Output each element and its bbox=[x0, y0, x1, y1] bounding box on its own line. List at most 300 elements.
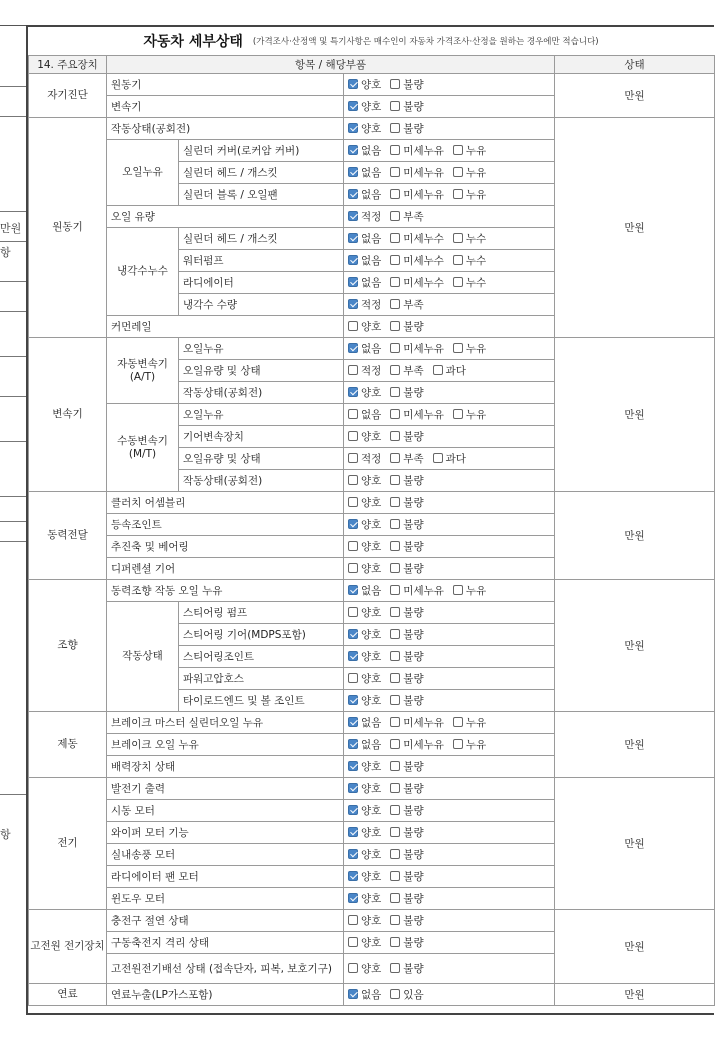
status-option[interactable] bbox=[390, 891, 423, 906]
part-cell: 타이로드엔드 및 볼 조인트 bbox=[179, 690, 344, 712]
status-option-label: 불량 bbox=[403, 650, 424, 663]
status-option[interactable] bbox=[390, 847, 423, 862]
status-cell bbox=[344, 404, 555, 426]
table-row bbox=[29, 778, 715, 800]
status-option[interactable] bbox=[453, 253, 486, 268]
checkbox-icon[interactable] bbox=[348, 475, 358, 485]
part-cell: 스티어링조인트 bbox=[179, 646, 344, 668]
subgroup-cell: 냉각수누수 bbox=[107, 228, 179, 316]
checkbox-icon[interactable] bbox=[390, 915, 400, 925]
part-cell: 기어변속장치 bbox=[179, 426, 344, 448]
checkbox-icon[interactable] bbox=[390, 431, 400, 441]
status-option[interactable] bbox=[390, 495, 423, 510]
status-option-label: 부족 bbox=[403, 298, 424, 311]
status-option[interactable] bbox=[348, 143, 381, 158]
status-cell bbox=[344, 984, 555, 1006]
part-cell: 오일누유 bbox=[179, 404, 344, 426]
status-option[interactable] bbox=[348, 605, 381, 620]
status-option[interactable] bbox=[390, 803, 423, 818]
part-cell: 실린더 블록 / 오일팬 bbox=[179, 184, 344, 206]
status-option-label: 미세누수 bbox=[403, 232, 444, 245]
status-cell bbox=[344, 954, 555, 984]
strip-divider bbox=[0, 441, 26, 442]
status-option[interactable] bbox=[390, 319, 423, 334]
status-option[interactable] bbox=[348, 77, 381, 92]
checked-checkbox-icon[interactable] bbox=[348, 519, 358, 529]
part-cell: 오일유량 및 상태 bbox=[179, 360, 344, 382]
checkbox-icon[interactable] bbox=[348, 937, 358, 947]
checked-checkbox-icon[interactable] bbox=[348, 827, 358, 837]
checked-checkbox-icon[interactable] bbox=[348, 739, 358, 749]
status-option[interactable] bbox=[390, 539, 423, 554]
status-option-label: 불량 bbox=[403, 386, 424, 399]
status-option[interactable] bbox=[453, 341, 486, 356]
status-option[interactable] bbox=[453, 407, 486, 422]
checkbox-icon[interactable] bbox=[453, 585, 463, 595]
strip-divider bbox=[0, 794, 26, 795]
checked-checkbox-icon[interactable] bbox=[348, 717, 358, 727]
status-option[interactable] bbox=[348, 407, 381, 422]
strip-divider bbox=[0, 356, 26, 357]
checkbox-icon[interactable] bbox=[390, 409, 400, 419]
status-cell bbox=[344, 690, 555, 712]
status-option[interactable] bbox=[433, 363, 466, 378]
checkbox-icon[interactable] bbox=[453, 717, 463, 727]
status-option[interactable] bbox=[348, 583, 381, 598]
status-option-label: 양호 bbox=[361, 892, 382, 905]
part-cell: 브레이크 마스터 실린더오일 누유 bbox=[107, 712, 344, 734]
status-option-label: 양호 bbox=[361, 628, 382, 641]
status-option-label: 양호 bbox=[361, 962, 382, 975]
checked-checkbox-icon[interactable] bbox=[348, 299, 358, 309]
price-cell[interactable]: 만원 bbox=[555, 492, 715, 580]
device-cell: 동력전달 bbox=[29, 492, 107, 580]
status-option[interactable] bbox=[390, 781, 423, 796]
status-option[interactable] bbox=[348, 627, 381, 642]
status-option[interactable] bbox=[390, 715, 444, 730]
checkbox-icon[interactable] bbox=[390, 585, 400, 595]
checkbox-icon[interactable] bbox=[390, 937, 400, 947]
status-option-label: 불량 bbox=[403, 474, 424, 487]
checkbox-icon[interactable] bbox=[453, 739, 463, 749]
status-option-label: 없음 bbox=[361, 188, 382, 201]
checked-checkbox-icon[interactable] bbox=[348, 145, 358, 155]
strip-divider bbox=[0, 116, 26, 117]
checkbox-icon[interactable] bbox=[390, 321, 400, 331]
status-option-label: 불량 bbox=[403, 628, 424, 641]
checkbox-icon[interactable] bbox=[390, 453, 400, 463]
checkbox-icon[interactable] bbox=[390, 145, 400, 155]
status-option[interactable] bbox=[390, 231, 444, 246]
checkbox-icon[interactable] bbox=[390, 255, 400, 265]
status-option[interactable] bbox=[390, 407, 444, 422]
status-option[interactable] bbox=[390, 561, 423, 576]
checked-checkbox-icon[interactable] bbox=[348, 849, 358, 859]
device-cell: 자기진단 bbox=[29, 74, 107, 118]
status-option-label: 양호 bbox=[361, 320, 382, 333]
device-cell: 조향 bbox=[29, 580, 107, 712]
checkbox-icon[interactable] bbox=[453, 343, 463, 353]
checkbox-icon[interactable] bbox=[390, 629, 400, 639]
checkbox-icon[interactable] bbox=[348, 321, 358, 331]
strip-text: 항 bbox=[0, 246, 11, 259]
status-option-label: 불량 bbox=[403, 496, 424, 509]
checked-checkbox-icon[interactable] bbox=[348, 123, 358, 133]
checked-checkbox-icon[interactable] bbox=[348, 387, 358, 397]
device-cell: 원동기 bbox=[29, 118, 107, 338]
status-option[interactable] bbox=[348, 561, 381, 576]
status-option[interactable] bbox=[348, 363, 381, 378]
header-item: 항목 / 해당부품 bbox=[107, 56, 555, 74]
checked-checkbox-icon[interactable] bbox=[348, 805, 358, 815]
status-option[interactable] bbox=[453, 231, 486, 246]
checkbox-icon[interactable] bbox=[453, 167, 463, 177]
status-option[interactable] bbox=[348, 473, 381, 488]
checked-checkbox-icon[interactable] bbox=[348, 167, 358, 177]
status-option[interactable] bbox=[348, 987, 381, 1002]
status-cell bbox=[344, 514, 555, 536]
checked-checkbox-icon[interactable] bbox=[348, 783, 358, 793]
checkbox-icon[interactable] bbox=[390, 783, 400, 793]
status-option-label: 양호 bbox=[361, 914, 382, 927]
table-row bbox=[29, 338, 715, 360]
status-option-label: 양호 bbox=[361, 804, 382, 817]
status-option[interactable] bbox=[348, 429, 381, 444]
status-option[interactable] bbox=[390, 363, 423, 378]
status-option[interactable] bbox=[348, 517, 381, 532]
checkbox-icon[interactable] bbox=[390, 651, 400, 661]
status-option[interactable] bbox=[348, 693, 381, 708]
status-option-label: 없음 bbox=[361, 738, 382, 751]
checkbox-icon[interactable] bbox=[348, 453, 358, 463]
checkbox-icon[interactable] bbox=[390, 211, 400, 221]
checkbox-icon[interactable] bbox=[390, 739, 400, 749]
checkbox-icon[interactable] bbox=[348, 431, 358, 441]
checkbox-icon[interactable] bbox=[390, 541, 400, 551]
table-row bbox=[29, 118, 715, 140]
status-option[interactable] bbox=[390, 583, 444, 598]
checkbox-icon[interactable] bbox=[390, 563, 400, 573]
checkbox-icon[interactable] bbox=[453, 277, 463, 287]
checked-checkbox-icon[interactable] bbox=[348, 651, 358, 661]
status-cell bbox=[344, 250, 555, 272]
part-cell: 원동기 bbox=[107, 74, 344, 96]
checkbox-icon[interactable] bbox=[390, 893, 400, 903]
checked-checkbox-icon[interactable] bbox=[348, 893, 358, 903]
status-option-label: 양호 bbox=[361, 562, 382, 575]
status-option[interactable] bbox=[390, 649, 423, 664]
checkbox-icon[interactable] bbox=[348, 365, 358, 375]
status-option[interactable] bbox=[348, 231, 381, 246]
status-option-label: 양호 bbox=[361, 936, 382, 949]
status-option[interactable] bbox=[390, 121, 423, 136]
checked-checkbox-icon[interactable] bbox=[348, 629, 358, 639]
checkbox-icon[interactable] bbox=[390, 497, 400, 507]
status-option-label: 양호 bbox=[361, 100, 382, 113]
status-option[interactable] bbox=[348, 253, 381, 268]
checked-checkbox-icon[interactable] bbox=[348, 189, 358, 199]
checkbox-icon[interactable] bbox=[390, 989, 400, 999]
status-cell bbox=[344, 184, 555, 206]
status-option[interactable] bbox=[390, 451, 423, 466]
status-option[interactable] bbox=[348, 737, 381, 752]
status-option-label: 불량 bbox=[403, 672, 424, 685]
part-cell: 고전원전기배선 상태 (접속단자, 피복, 보호기구) bbox=[107, 954, 344, 984]
table-row bbox=[29, 492, 715, 514]
status-option[interactable] bbox=[390, 143, 444, 158]
part-cell: 작동상태(공회전) bbox=[179, 470, 344, 492]
status-option[interactable] bbox=[453, 187, 486, 202]
status-option[interactable] bbox=[390, 825, 423, 840]
status-option[interactable] bbox=[453, 715, 486, 730]
status-option[interactable] bbox=[390, 737, 444, 752]
status-cell bbox=[344, 866, 555, 888]
status-option-label: 양호 bbox=[361, 122, 382, 135]
checked-checkbox-icon[interactable] bbox=[348, 79, 358, 89]
checkbox-icon[interactable] bbox=[348, 915, 358, 925]
checked-checkbox-icon[interactable] bbox=[348, 585, 358, 595]
status-option[interactable] bbox=[390, 187, 444, 202]
checkbox-icon[interactable] bbox=[390, 717, 400, 727]
status-option[interactable] bbox=[390, 385, 423, 400]
status-option[interactable] bbox=[390, 987, 423, 1002]
status-option[interactable] bbox=[390, 671, 423, 686]
part-cell: 라디에이터 bbox=[179, 272, 344, 294]
checkbox-icon[interactable] bbox=[453, 409, 463, 419]
status-cell bbox=[344, 272, 555, 294]
status-option[interactable] bbox=[390, 253, 444, 268]
status-option-label: 불량 bbox=[403, 694, 424, 707]
status-option[interactable] bbox=[390, 209, 423, 224]
part-cell: 와이퍼 모터 기능 bbox=[107, 822, 344, 844]
checkbox-icon[interactable] bbox=[390, 849, 400, 859]
checkbox-icon[interactable] bbox=[348, 563, 358, 573]
checkbox-icon[interactable] bbox=[390, 695, 400, 705]
strip-text: 항 bbox=[0, 828, 11, 841]
part-cell: 스티어링 펌프 bbox=[179, 602, 344, 624]
checkbox-icon[interactable] bbox=[390, 189, 400, 199]
price-cell[interactable]: 만원 bbox=[555, 984, 715, 1006]
status-cell bbox=[344, 734, 555, 756]
status-option[interactable] bbox=[390, 341, 444, 356]
checkbox-icon[interactable] bbox=[453, 189, 463, 199]
price-cell[interactable]: 만원 bbox=[555, 580, 715, 712]
checked-checkbox-icon[interactable] bbox=[348, 343, 358, 353]
price-cell[interactable]: 만원 bbox=[555, 712, 715, 778]
header-status: 상태 bbox=[555, 56, 715, 74]
status-option[interactable] bbox=[348, 539, 381, 554]
status-option-label: 누수 bbox=[465, 276, 487, 289]
status-cell bbox=[344, 778, 555, 800]
checkbox-icon[interactable] bbox=[433, 365, 443, 375]
status-option[interactable] bbox=[348, 759, 381, 774]
status-cell bbox=[344, 536, 555, 558]
status-option[interactable] bbox=[453, 165, 486, 180]
checkbox-icon[interactable] bbox=[390, 123, 400, 133]
status-option[interactable] bbox=[348, 913, 381, 928]
status-option[interactable] bbox=[390, 627, 423, 642]
status-option[interactable] bbox=[390, 961, 423, 976]
status-option[interactable] bbox=[348, 869, 381, 884]
status-option[interactable] bbox=[390, 297, 423, 312]
checkbox-icon[interactable] bbox=[348, 673, 358, 683]
status-option[interactable] bbox=[348, 385, 381, 400]
status-option[interactable] bbox=[348, 341, 381, 356]
status-option[interactable] bbox=[390, 913, 423, 928]
status-option[interactable] bbox=[390, 77, 423, 92]
status-option-label: 없음 bbox=[361, 166, 382, 179]
status-option-label: 없음 bbox=[361, 254, 382, 267]
checked-checkbox-icon[interactable] bbox=[348, 101, 358, 111]
price-cell[interactable]: 만원 bbox=[555, 338, 715, 492]
checkbox-icon[interactable] bbox=[453, 145, 463, 155]
checkbox-icon[interactable] bbox=[390, 101, 400, 111]
checkbox-icon[interactable] bbox=[453, 233, 463, 243]
status-option[interactable] bbox=[390, 935, 423, 950]
price-cell[interactable]: 만원 bbox=[555, 910, 715, 984]
device-cell: 제동 bbox=[29, 712, 107, 778]
status-option[interactable] bbox=[348, 187, 381, 202]
status-option[interactable] bbox=[348, 165, 381, 180]
status-option[interactable] bbox=[390, 605, 423, 620]
checkbox-icon[interactable] bbox=[390, 365, 400, 375]
status-option[interactable] bbox=[348, 961, 381, 976]
status-option[interactable] bbox=[348, 99, 381, 114]
checkbox-icon[interactable] bbox=[348, 409, 358, 419]
status-option[interactable] bbox=[390, 429, 423, 444]
checked-checkbox-icon[interactable] bbox=[348, 233, 358, 243]
status-option[interactable] bbox=[453, 583, 486, 598]
status-option-label: 미세누유 bbox=[403, 342, 444, 355]
checkbox-icon[interactable] bbox=[453, 255, 463, 265]
checked-checkbox-icon[interactable] bbox=[348, 761, 358, 771]
part-cell: 추진축 및 베어링 bbox=[107, 536, 344, 558]
price-cell[interactable]: 만원 bbox=[555, 118, 715, 338]
checkbox-icon[interactable] bbox=[348, 497, 358, 507]
status-option[interactable] bbox=[453, 737, 486, 752]
checkbox-icon[interactable] bbox=[348, 607, 358, 617]
status-option[interactable] bbox=[348, 275, 381, 290]
checkbox-icon[interactable] bbox=[433, 453, 443, 463]
price-cell[interactable]: 만원 bbox=[555, 778, 715, 910]
status-option[interactable] bbox=[348, 319, 381, 334]
status-option-label: 미세누유 bbox=[403, 166, 444, 179]
part-cell: 실내송풍 모터 bbox=[107, 844, 344, 866]
status-cell bbox=[344, 844, 555, 866]
status-option-label: 미세누유 bbox=[403, 584, 444, 597]
status-option[interactable] bbox=[390, 165, 444, 180]
status-option[interactable] bbox=[390, 759, 423, 774]
price-cell[interactable]: 만원 bbox=[555, 74, 715, 118]
checkbox-icon[interactable] bbox=[390, 475, 400, 485]
checked-checkbox-icon[interactable] bbox=[348, 255, 358, 265]
checked-checkbox-icon[interactable] bbox=[348, 211, 358, 221]
status-option-label: 누유 bbox=[465, 166, 487, 179]
checkbox-icon[interactable] bbox=[390, 343, 400, 353]
part-cell: 시동 모터 bbox=[107, 800, 344, 822]
part-cell: 등속조인트 bbox=[107, 514, 344, 536]
status-option-label: 미세누유 bbox=[403, 716, 444, 729]
status-option[interactable] bbox=[390, 693, 423, 708]
status-option-label: 미세누유 bbox=[403, 188, 444, 201]
status-option-label: 없음 bbox=[361, 232, 382, 245]
checkbox-icon[interactable] bbox=[390, 607, 400, 617]
status-option-label: 불량 bbox=[403, 804, 424, 817]
status-option-label: 누수 bbox=[465, 254, 487, 267]
checked-checkbox-icon[interactable] bbox=[348, 989, 358, 999]
checked-checkbox-icon[interactable] bbox=[348, 695, 358, 705]
status-option[interactable] bbox=[348, 451, 381, 466]
checked-checkbox-icon[interactable] bbox=[348, 277, 358, 287]
status-option[interactable] bbox=[453, 275, 486, 290]
checkbox-icon[interactable] bbox=[390, 233, 400, 243]
status-option-label: 없음 bbox=[361, 408, 382, 421]
status-option[interactable] bbox=[348, 209, 381, 224]
status-option[interactable] bbox=[348, 891, 381, 906]
status-option-label: 부족 bbox=[403, 210, 424, 223]
status-option-label: 적정 bbox=[361, 210, 382, 223]
checkbox-icon[interactable] bbox=[390, 871, 400, 881]
status-option-label: 양호 bbox=[361, 518, 382, 531]
status-option[interactable] bbox=[390, 473, 423, 488]
status-option[interactable] bbox=[390, 517, 423, 532]
status-option[interactable] bbox=[433, 451, 466, 466]
checkbox-icon[interactable] bbox=[390, 167, 400, 177]
subgroup-cell: 작동상태 bbox=[107, 602, 179, 712]
checkbox-icon[interactable] bbox=[390, 673, 400, 683]
status-option-label: 불량 bbox=[403, 518, 424, 531]
checkbox-icon[interactable] bbox=[390, 299, 400, 309]
status-option[interactable] bbox=[348, 671, 381, 686]
checkbox-icon[interactable] bbox=[390, 277, 400, 287]
checkbox-icon[interactable] bbox=[390, 827, 400, 837]
checkbox-icon[interactable] bbox=[390, 519, 400, 529]
status-option[interactable] bbox=[348, 297, 381, 312]
status-option[interactable] bbox=[348, 847, 381, 862]
checkbox-icon[interactable] bbox=[390, 963, 400, 973]
status-option-label: 없음 bbox=[361, 716, 382, 729]
status-option-label: 불량 bbox=[403, 430, 424, 443]
checkbox-icon[interactable] bbox=[390, 761, 400, 771]
status-option[interactable] bbox=[390, 275, 444, 290]
checkbox-icon[interactable] bbox=[348, 541, 358, 551]
status-option-label: 불량 bbox=[403, 562, 424, 575]
checked-checkbox-icon[interactable] bbox=[348, 871, 358, 881]
status-option[interactable] bbox=[348, 715, 381, 730]
status-cell bbox=[344, 206, 555, 228]
status-option[interactable] bbox=[348, 803, 381, 818]
checkbox-icon[interactable] bbox=[390, 805, 400, 815]
status-option[interactable] bbox=[348, 495, 381, 510]
checkbox-icon[interactable] bbox=[348, 963, 358, 973]
status-option-label: 양호 bbox=[361, 474, 382, 487]
part-cell: 배력장치 상태 bbox=[107, 756, 344, 778]
status-option[interactable] bbox=[348, 825, 381, 840]
status-option[interactable] bbox=[348, 649, 381, 664]
status-option[interactable] bbox=[390, 99, 423, 114]
subgroup-cell: 오일누유 bbox=[107, 140, 179, 206]
status-option-label: 없음 bbox=[361, 584, 382, 597]
status-option[interactable] bbox=[348, 781, 381, 796]
checkbox-icon[interactable] bbox=[390, 79, 400, 89]
status-option-label: 미세누유 bbox=[403, 144, 444, 157]
status-option-label: 양호 bbox=[361, 848, 382, 861]
status-option[interactable] bbox=[348, 935, 381, 950]
checkbox-icon[interactable] bbox=[390, 387, 400, 397]
status-option[interactable] bbox=[390, 869, 423, 884]
status-option[interactable] bbox=[453, 143, 486, 158]
status-option[interactable] bbox=[348, 121, 381, 136]
